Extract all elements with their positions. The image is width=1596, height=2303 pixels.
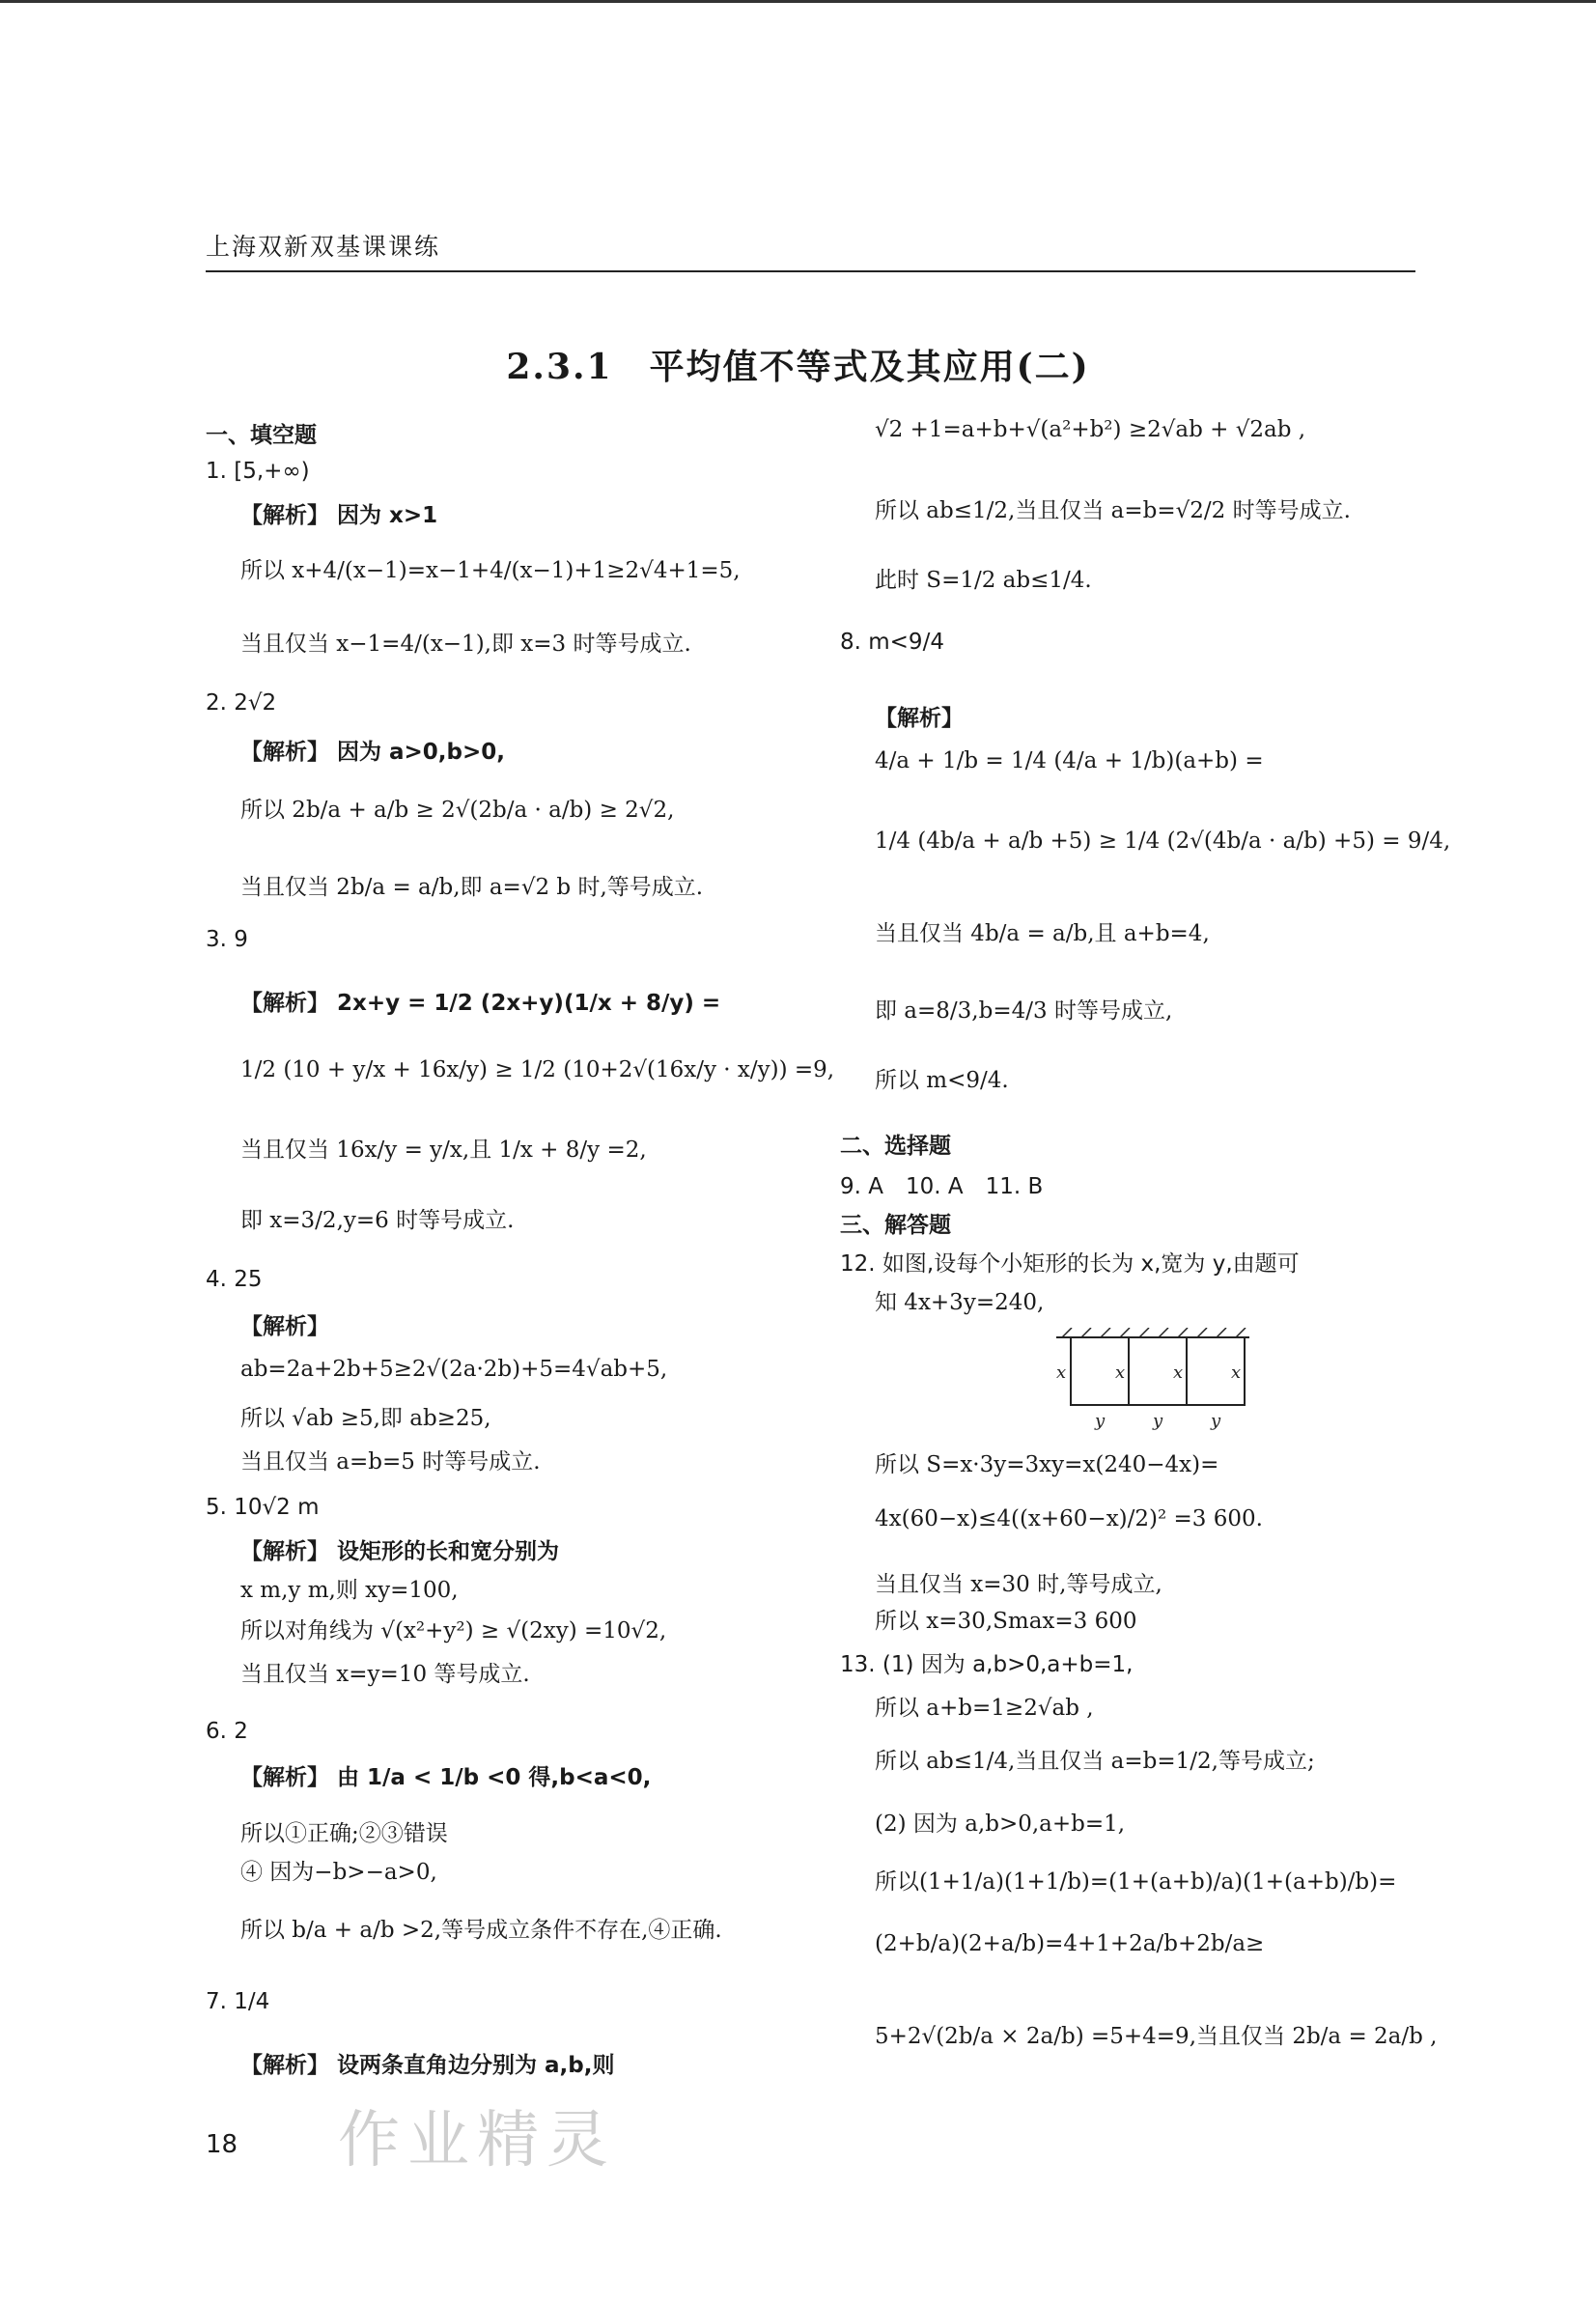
text-line: 1/2 (10 + y/x + 16x/y) ≥ 1/2 (10+2√(16x/y · x/y)) =9, [240,1057,835,1082]
text-line: 所以 2b/a + a/b ≥ 2√(2b/a · a/b) ≥ 2√2, [240,798,675,823]
text-line: 所以 x=30,Smax=3 600 [875,1609,1137,1634]
answer-line: 13. (1) 因为 a,b>0,a+b=1, [840,1652,1134,1677]
page-number: 18 [206,2130,238,2159]
text-line: 所以(1+1/a)(1+1/b)=(1+(a+b)/a)(1+(a+b)/b)= [875,1869,1397,1895]
answer-line: 2. 2√2 [206,690,277,716]
text-line: 【解析】 设两条直角边分别为 a,b,则 [240,2053,615,2078]
text-line: 即 x=3/2,y=6 时等号成立. [240,1208,515,1233]
text-line: √2 +1=a+b+√(a²+b²) ≥2√ab + √2ab , [875,417,1306,442]
watermark-text: 作业精灵 [338,2105,616,2177]
label-x: x [1231,1362,1242,1383]
top-border [0,0,1596,3]
label-x: x [1173,1362,1184,1383]
label-y: y [1095,1411,1106,1431]
text-line: 4x(60−x)≤4((x+60−x)/2)² =3 600. [875,1506,1263,1531]
text-line: 所以 b/a + a/b >2,等号成立条件不存在,④正确. [240,1918,722,1943]
text-line: (2+b/a)(2+a/b)=4+1+2a/b+2b/a≥ [875,1931,1265,1956]
text-line: 所以①正确;②③错误 [240,1821,448,1846]
text-line: 所以 a+b=1≥2√ab , [875,1696,1094,1721]
label-y: y [1211,1411,1221,1431]
text-line: 当且仅当 x=30 时,等号成立, [875,1572,1162,1597]
section-heading: 一、填空题 [206,423,317,448]
text-line: 当且仅当 2b/a = a/b,即 a=√2 b 时,等号成立. [240,875,704,900]
label-x: x [1115,1362,1126,1383]
text-line: 所以 S=x·3y=3xy=x(240−4x)= [875,1452,1219,1477]
text-line: 所以 x+4/(x−1)=x−1+4/(x−1)+1≥2√4+1=5, [240,558,741,583]
text-line: 所以 ab≤1/4,当且仅当 a=b=1/2,等号成立; [875,1749,1315,1774]
section-title: 2.3.1 平均值不等式及其应用(二) [506,347,1090,387]
text-line: 【解析】 由 1/a < 1/b <0 得,b<a<0, [240,1765,652,1790]
text-line: 【解析】 2x+y = 1/2 (2x+y)(1/x + 8/y) = [240,991,721,1016]
section-heading: 三、解答题 [840,1213,951,1238]
text-line: 当且仅当 a=b=5 时等号成立. [240,1449,541,1474]
book-header: 上海双新双基课课练 [206,233,441,261]
answer-line: 5. 10√2 m [206,1495,320,1520]
label-y: y [1153,1411,1163,1431]
text-line: 【解析】 因为 a>0,b>0, [240,740,506,765]
header-rule [206,270,1415,272]
text-line: 所以 m<9/4. [875,1068,1009,1093]
section-heading: 二、选择题 [840,1134,951,1159]
text-line: 【解析】 因为 x>1 [240,503,438,528]
text-line: 5+2√(2b/a × 2a/b) =5+4=9,当且仅当 2b/a = 2a/b , [875,2024,1438,2049]
answer-line: 6. 2 [206,1719,248,1744]
text-line: x m,y m,则 xy=100, [240,1578,459,1603]
label-x: x [1056,1362,1067,1383]
text-line: 当且仅当 16x/y = y/x,且 1/x + 8/y =2, [240,1137,647,1163]
text-line: 4/a + 1/b = 1/4 (4/a + 1/b)(a+b) = [875,748,1264,773]
text-line: (2) 因为 a,b>0,a+b=1, [875,1812,1126,1837]
text-line: ab=2a+2b+5≥2√(2a·2b)+5=4√ab+5, [240,1357,668,1382]
answer-line: 8. m<9/4 [840,630,944,655]
text-line: 当且仅当 x=y=10 等号成立. [240,1662,530,1687]
answer-line: 3. 9 [206,927,248,952]
text-line: 所以 ab≤1/2,当且仅当 a=b=√2/2 时等号成立. [875,498,1351,523]
text-line: 所以 √ab ≥5,即 ab≥25, [240,1406,491,1431]
text-line: 知 4x+3y=240, [875,1290,1045,1315]
text-line: 此时 S=1/2 ab≤1/4. [875,568,1092,593]
answer-line: 7. 1/4 [206,1989,270,2014]
text-line: ④ 因为−b>−a>0, [240,1860,437,1885]
text-line: 【解析】 [875,706,964,731]
text-line: 所以对角线为 √(x²+y²) ≥ √(2xy) =10√2, [240,1618,667,1643]
wall-hatching [1062,1328,1246,1337]
text-line: 当且仅当 x−1=4/(x−1),即 x=3 时等号成立. [240,632,691,657]
answer-line: 12. 如图,设每个小矩形的长为 x,宽为 y,由题可 [840,1251,1300,1277]
text-line: 即 a=8/3,b=4/3 时等号成立, [875,998,1173,1024]
answer-line: 4. 25 [206,1267,263,1292]
text-line: 【解析】 设矩形的长和宽分别为 [240,1539,560,1564]
answer-line: 1. [5,+∞) [206,459,310,484]
text-line: 1/4 (4b/a + a/b +5) ≥ 1/4 (2√(4b/a · a/b) +5) = 9/4, [875,829,1451,854]
rectangle-figure [1056,1328,1249,1434]
answer-line: 9. A 10. A 11. B [840,1174,1044,1199]
outer-rect [1071,1337,1245,1405]
text-line: 【解析】 [240,1314,329,1339]
text-line: 当且仅当 4b/a = a/b,且 a+b=4, [875,921,1210,946]
